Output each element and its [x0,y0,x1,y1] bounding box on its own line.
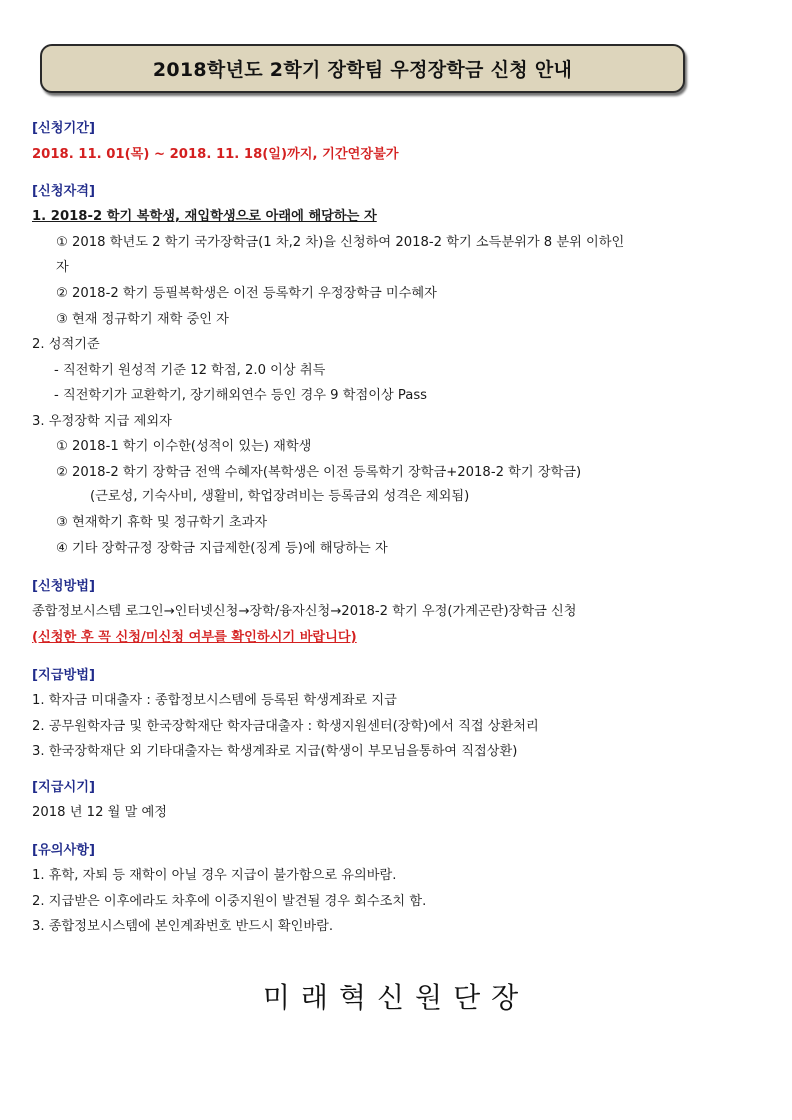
payment-item: 1. 학자금 미대출자 : 종합정보시스템에 등록된 학생계좌로 지급 [32,693,397,708]
issuer-signature: 미래혁신원단장 [262,981,530,1014]
eligibility-item2-title: 2. 성적기준 [32,337,100,352]
eligibility-item1-sub: ② 2018-2 학기 등필복학생은 이전 등록학기 우정장학금 미수혜자 [56,286,437,301]
method-notice: (신청한 후 꼭 신청/미신청 여부를 확인하시기 바랍니다) [32,630,357,645]
eligibility-item2-sub: - 직전학기 원성적 기준 12 학점, 2.0 이상 취득 [54,363,326,378]
eligibility-item3-sub: ③ 현재학기 휴학 및 정규학기 초과자 [56,515,268,530]
eligibility-item3-sub: ① 2018-1 학기 이수한(성적이 있는) 재학생 [56,439,312,454]
title-box [40,44,685,93]
notes-item: 2. 지급받은 이후에라도 차후에 이중지원이 발견될 경우 회수조치 함. [32,894,427,909]
eligibility-item3-title: 3. 우정장학 지급 제외자 [32,414,172,429]
period-text: 2018. 11. 01(목) ~ 2018. 11. 18(일)까지, 기간연장불가 [32,147,399,162]
eligibility-item1-sub: ① 2018 학년도 2 학기 국가장학금(1 차,2 차)을 신청하여 2018-2 학기 소득분위가 8 분위 이하인 [56,235,625,250]
page-title: 2018학년도 2학기 장학팀 우정장학금 신청 안내 [152,59,573,81]
eligibility-item1-sub: ③ 현재 정규학기 재학 중인 자 [56,312,229,327]
payment-item: 2. 공무원학자금 및 한국장학재단 학자금대출자 : 학생지원센터(장학)에서 직접 상환처리 [32,719,539,734]
period-heading: [신청기간] [32,121,96,136]
payment-item: 3. 한국장학재단 외 기타대출자는 학생계좌로 지급(학생이 부모님을통하여 직접상환) [32,744,518,759]
eligibility-item2-sub: - 직전학기가 교환학기, 장기해외연수 등인 경우 9 학점이상 Pass [54,388,428,403]
notes-item: 3. 종합정보시스템에 본인계좌번호 반드시 확인바람. [32,919,334,934]
method-text: 종합정보시스템 로그인→인터넷신청→장학/융자신청→2018-2 학기 우정(가계곤란)장학금 신청 [32,604,577,619]
timing-text: 2018 년 12 월 말 예정 [32,805,167,820]
eligibility-item1-title: 1. 2018-2 학기 복학생, 재입학생으로 아래에 해당하는 자 [32,209,377,224]
method-heading: [신청방법] [32,579,96,594]
eligibility-item1-sub: 자 [56,260,69,275]
notes-item: 1. 휴학, 자퇴 등 재학이 아닐 경우 지급이 불가함으로 유의바람. [32,868,397,883]
payment-heading: [지급방법] [32,668,96,683]
eligibility-item3-sub: ④ 기타 장학규정 장학금 지급제한(징계 등)에 해당하는 자 [56,541,388,556]
eligibility-item3-sub: ② 2018-2 학기 장학금 전액 수혜자(복학생은 이전 등록학기 장학금+2018-2 학기 장학금) [56,465,582,480]
notes-heading: [유의사항] [32,843,96,858]
timing-heading: [지급시기] [32,780,96,795]
eligibility-heading: [신청자격] [32,184,96,199]
eligibility-item3-sub: (근로성, 기숙사비, 생활비, 학업장려비는 등록금외 성격은 제외됨) [90,489,470,504]
